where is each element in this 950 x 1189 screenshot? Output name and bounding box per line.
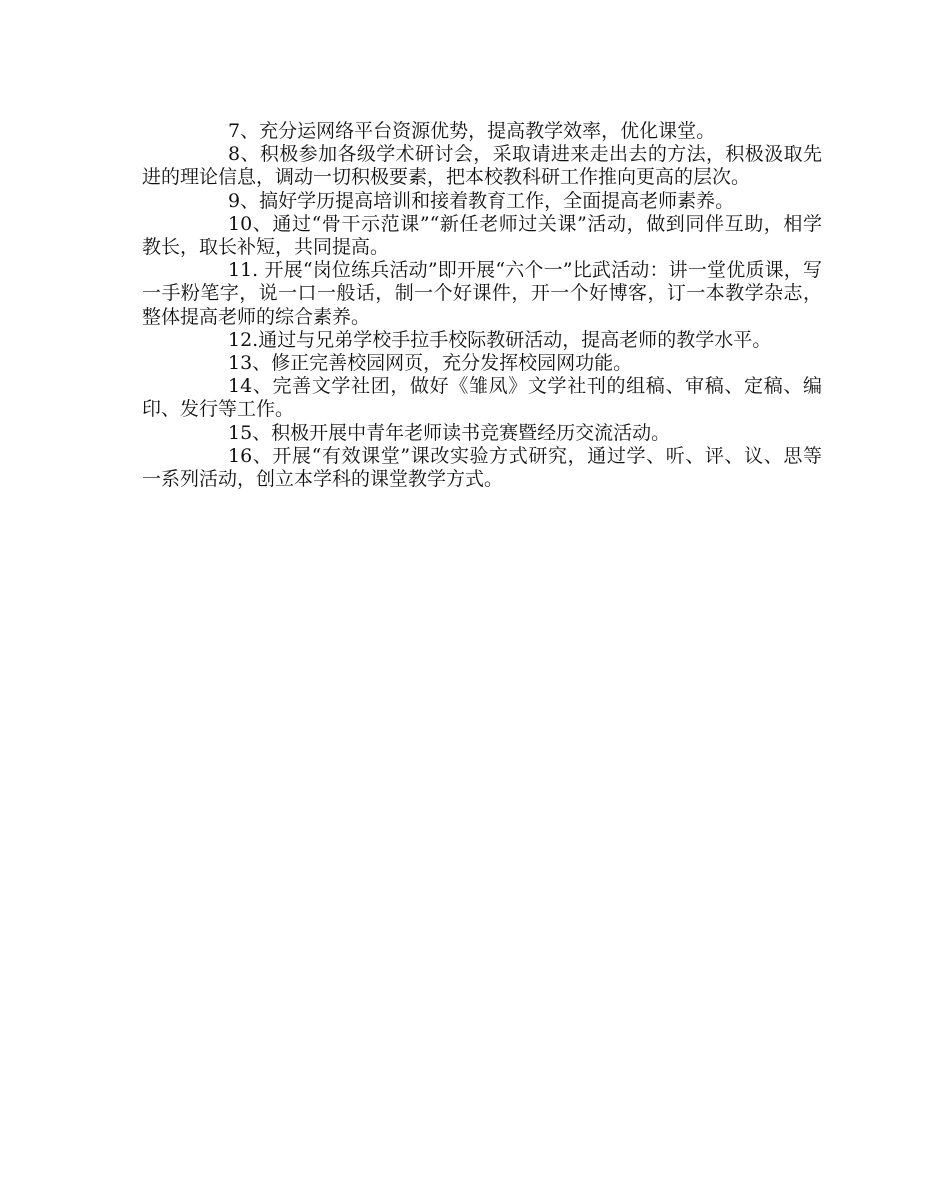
paragraph-item-11: 11. 开展“岗位练兵活动”即开展“六个一”比武活动：讲一堂优质课，写一手粉笔字，说一口一般话，制一个好课件，开一个好博客，订一本教学杂志，整体提高老师的综合素养。: [142, 259, 822, 328]
paragraph-item-13: 13、修正完善校园网页，充分发挥校园网功能。: [228, 352, 633, 375]
paragraph-item-9: 9、搞好学历提高培训和接着教育工作，全面提高老师素养。: [228, 189, 735, 212]
paragraph-item-14: 14、完善文学社团，做好《雏凤》文学社刊的组稿、审稿、定稿、编印、发行等工作。: [142, 375, 822, 421]
paragraph-item-12: 12.通过与兄弟学校手拉手校际教研活动，提高老师的教学水平。: [228, 328, 772, 351]
paragraph-item-8: 8、积极参加各级学术研讨会，采取请进来走出去的方法，积极汲取先进的理论信息，调动一切积极要素，把本校教科研工作推向更高的层次。: [142, 143, 822, 189]
paragraph-item-7: 7、充分运网络平台资源优势，提高教学效率，优化课堂。: [228, 120, 716, 142]
paragraph-item-10: 10、通过“骨干示范课”“新任老师过关课”活动，做到同伴互助，相学教长，取长补短，共同提高。: [142, 212, 822, 259]
paragraph-item-16: 16、开展“有效课堂”课改实验方式研究，通过学、听、评、议、思等一系列活动，创立本学科的课堂教学方式。: [142, 444, 822, 491]
paragraph-item-15: 15、积极开展中青年老师读书竞赛暨经历交流活动。: [228, 421, 671, 444]
document-body: [142, 120, 822, 491]
